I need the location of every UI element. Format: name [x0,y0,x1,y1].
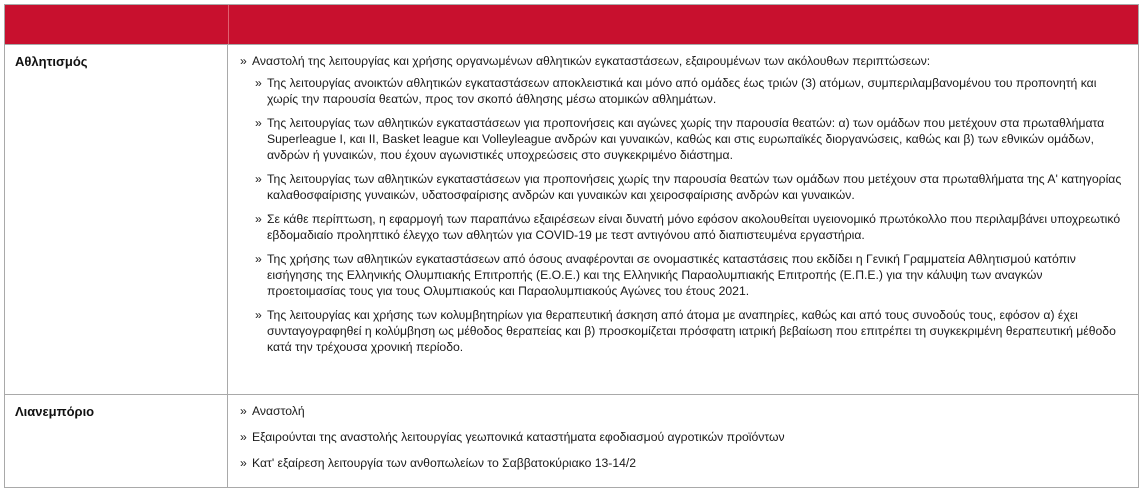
sports-exception-item: » Της λειτουργίας των αθλητικών εγκαταστάσεων για προπονήσεις χωρίς την παρουσία θεατών των ομάδων που μετέχουν στα πρωταθλήματα της Α' κατηγορίας καλαθοσφαίρισης γυναικών, υδατοσφαίρισης ανδρών και γυναικών και χειροσφαίρισης ανδρών και γυναικών. [240,171,1124,203]
sports-exception-item: » Σε κάθε περίπτωση, η εφαρμογή των παραπάνω εξαιρέσεων είναι δυνατή μόνο εφόσον ακολουθείται υγειονομικό πρωτόκολλο που περιλαμβάνει υποχρεωτικό εβδομαδιαίο προληπτικό έλεγχο των αθλητών για COVID-19 με τεστ αντιγόνου από διαπιστευμένα εργαστήρια. [240,211,1124,243]
row-label-retail: Λιανεμπόριο [5,395,228,488]
measures-table [4,4,1139,488]
header-cell-category [5,5,229,44]
retail-item: » Αναστολή [240,403,1124,419]
retail-item: » Εξαιρούνται της αναστολής λειτουργίας γεωπονικά καταστήματα εφοδιασμού αγροτικών προϊόντων [240,429,1124,445]
sports-exception-item: » Της λειτουργίας και χρήσης των κολυμβητηρίων για θεραπευτική άσκηση από άτομα με αναπηρίες, καθώς και από τους συνοδούς τους, εφόσον α) έχει συνταγογραφηθεί η κολύμβηση ως μέθοδος θεραπείας και β) προσκομίζεται πρόσφατη ιατρική βεβαίωση που επιτρέπει τη συγκεκριμένη θεραπευτική μέθοδο κατά την τρέχουσα χρονική περίοδο. [240,307,1124,355]
row-content-retail [228,395,1138,488]
retail-item: » Κατ' εξαίρεση λειτουργία των ανθοπωλείων το Σαββατοκύριακο 13-14/2 [240,455,1124,471]
sports-exception-item: » Της λειτουργίας ανοικτών αθλητικών εγκαταστάσεων αποκλειστικά και μόνο από ομάδες έως τριών (3) ατόμων, συμπεριλαμβανομένου του προπονητή και χωρίς την παρουσία θεατών, προς τον σκοπό άθλησης μέσω ατομικών αθλημάτων. [240,75,1124,107]
sports-intro: » Αναστολή της λειτουργίας και χρήσης οργανωμένων αθλητικών εγκαταστάσεων, εξαιρουμένων των ακόλουθων περιπτώσεων: [240,53,1124,69]
row-label-sports: Αθλητισμός [5,45,228,394]
sports-exception-item: » Της λειτουργίας των αθλητικών εγκαταστάσεων για προπονήσεις και αγώνες χωρίς την παρουσία θεατών: α) των ομάδων που μετέχουν στα πρωταθλήματα Superleague I, και II, Basket league και Volleyleague ανδρών και γυναικών, καθώς και στις ευρωπαϊκές διοργανώσεις, καθώς και β) των εθνικών ομάδων, ανδρών ή γυναικών, που έχουν αγωνιστικές υποχρεώσεις στο συγκεκριμένο διάστημα. [240,115,1124,163]
table-header [5,5,1138,44]
table-row-sports [5,44,1138,394]
row-content-sports [228,45,1138,394]
table-row-retail [5,394,1138,488]
sports-exception-item: » Της χρήσης των αθλητικών εγκαταστάσεων από όσους αναφέρονται σε ονομαστικές καταστάσεις που εκδίδει η Γενική Γραμματεία Αθλητισμού κατόπιν εισήγησης της Ελληνικής Ολυμπιακής Επιτροπής (Ε.Ο.Ε.) και της Ελληνικής Παραολυμπιακής Επιτροπής (Ε.Π.Ε.) για την κάλυψη των αναγκών προετοιμασίας τους για τους Ολυμπιακούς και Παραολυμπιακούς Αγώνες του έτους 2021. [240,251,1124,299]
header-cell-details [229,5,1138,44]
